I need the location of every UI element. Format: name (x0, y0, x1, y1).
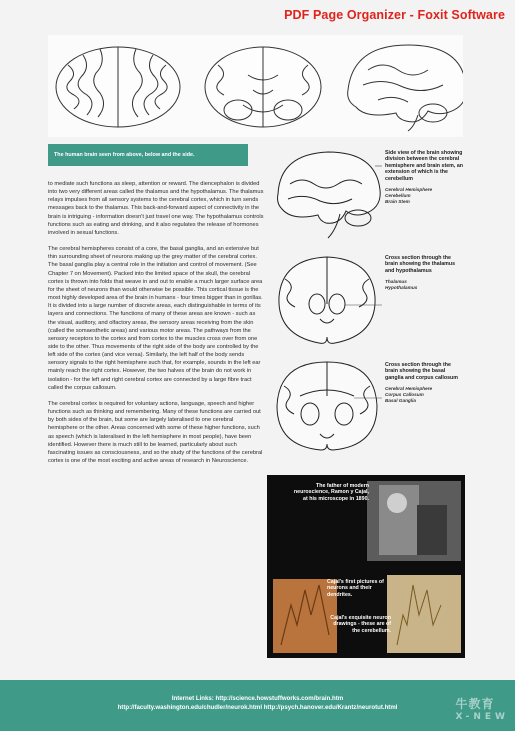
cajal-caption: The father of modern neuroscience, Ramon y Cajal, at his microscope in 1890. (293, 483, 369, 502)
hero-caption: The human brain seen from above, below and the side. (48, 144, 248, 166)
hero-brain-illustration (48, 35, 463, 137)
body-paragraph: The cerebral hemispheres consist of a core, the basal ganglia, and an extensive but thin surrounding sheet of neurons making up the grey matter of the cerebral cortex. The basal ganglia play a central role in the initiation and control of movement. (See Chapter 7 on Movement). Packed into the limited space of the skull, the cerebral cortex is thrown into folds that weave in and out to enable a much larger surface area for the sheet of neurons than would otherwise be possible. This cortical tissue is the most highly developed area of the brain in humans - four times bigger than in gorillas. It is divided into a large number of discrete areas, each distinguishable in terms of its layers and connections. The functions of many of these areas are known - such as the visual, auditory, and olfactory areas, the sensory areas receiving from the skin (called the somaesthetic areas) and various motor areas. The pathways from the sensory receptors to the cortex and from cortex to the muscles cross over from one side to the other. Thus movements of the right side of the body are controlled by the left side of the cortex (and vice versa). Similarly, the left half of the body sends sensory signals to the right hemisphere such that, for example, sounds in the left ear mainly reach the right cortex. However, the two halves of the brain do not work in isolation - for the left and right cerebral cortex are connected by a large fibre tract called the corpus callosum. (48, 246, 263, 391)
diagram-text (385, 255, 465, 291)
body-paragraph: to mediate such functions as sleep, attention or reward. The diencephalon is divided into two very different areas called the thalamus and the hypothalamus. The thalamus relays impulses from all sensory systems to the cerebral cortex, which in turn sends messages back to the thalamus. This back-and-forward aspect of connectivity in the brain is intriguing - information doesn't just travel one way. The hypothalamus controls functions such as eating and drinking, and it also regulates the release of hormones involved in sexual functions. (48, 181, 264, 236)
cajal-photo-panel (267, 475, 465, 658)
body-paragraph: The cerebral cortex is required for voluntary actions, language, speech and higher functions such as thinking and remembering. Many of these functions are carried out by both sides of the brain, but some are largely lateralised to one cerebral hemisphere or the other. Areas concerned with some of these higher functions, such as speech (which is lateralised in the left hemisphere in most people), have been identified. However there is much still to be learned, particularly about such fascinating issues as consciousness, and so the study of the functions of the cerebral cortex is one of the most exciting and active areas of research in Neuroscience. (48, 400, 263, 464)
thalamus-cross-section-diagram (270, 249, 385, 349)
diagram-label: Cerebral Hemisphere (385, 187, 433, 193)
brain-top-view (56, 47, 180, 127)
diagram-basal-ganglia-section (270, 356, 465, 456)
diagram-side-view (270, 144, 465, 244)
app-title-banner: PDF Page Organizer - Foxit Software (284, 8, 505, 22)
article-body (48, 180, 264, 473)
exquisite-drawings-caption: Cajal's exquisite neuron drawings - these are of the cerebellum. (330, 615, 391, 634)
brain-views-figure (48, 35, 463, 137)
brain-side-view (348, 45, 463, 131)
diagram-label: Brain Stem (385, 199, 410, 205)
watermark-text: 牛教育 (455, 697, 495, 711)
diagram-caption: Cross section through the brain showing the basal ganglia and corpus callosum (385, 362, 458, 381)
internet-links (0, 694, 515, 712)
diagram-label: Thalamus (385, 279, 407, 285)
first-pictures-caption: Cajal's first pictures of neurons and their dendrites. (327, 579, 384, 598)
diagram-label: Cerebellum (385, 193, 411, 199)
diagram-label: Hypothalamus (385, 285, 418, 291)
diagram-caption: Side view of the brain showing division between the cerebral hemisphere and brain stem, an extension of which is the cerebellum (385, 150, 464, 182)
diagram-text (385, 362, 465, 404)
diagram-label: Cerebral Hemisphere (385, 386, 433, 392)
diagram-caption: Cross section through the brain showing the thalamus and hypothalamus (385, 255, 456, 274)
diagram-text (385, 150, 465, 205)
watermark-logo (455, 695, 509, 722)
footer-bar (0, 680, 515, 731)
side-view-brain-diagram (270, 144, 385, 244)
watermark-subtext: X-NEW (455, 712, 509, 722)
internet-link-line[interactable]: http://faculty.washington.edu/chudler/neurok.html http://psych.hanover.edu/Krantz/neurotut.html (117, 704, 398, 711)
diagram-label: Corpus Callosum (385, 392, 424, 398)
diagram-label: Basal Ganglia (385, 398, 417, 404)
diagram-thalamus-section (270, 249, 465, 349)
internet-link-line[interactable]: Internet Links: http://science.howstuffworks.com/brain.htm (171, 695, 344, 702)
brain-bottom-view (205, 47, 321, 127)
basal-ganglia-cross-section-diagram (270, 356, 385, 456)
